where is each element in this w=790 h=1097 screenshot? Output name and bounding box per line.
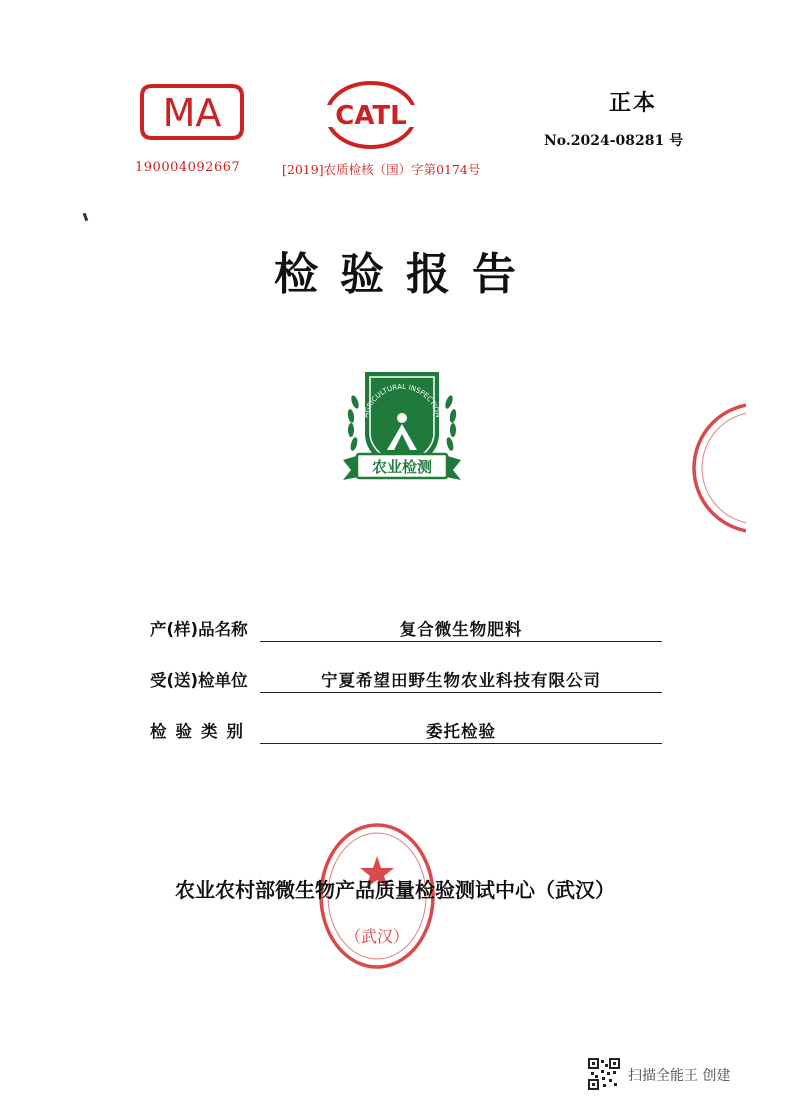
underline: [260, 692, 662, 693]
catl-accreditation-logo: [318, 78, 424, 152]
emblem-arc-text: AGRICULTURAL INSPECTION: [361, 382, 443, 419]
field-label: 检验类别: [150, 722, 252, 741]
scanner-app-name: 扫描全能王 创建: [628, 1068, 731, 1084]
report-number: No.2024-08281 号: [544, 133, 684, 149]
ma-certification-logo: [138, 82, 246, 142]
emblem-banner-text: 农业检测: [371, 458, 433, 476]
underline: [260, 743, 662, 744]
field-value: 复合微生物肥料: [399, 620, 523, 639]
qr-code-icon: [588, 1058, 620, 1090]
catl-logo-text: CATL: [335, 101, 407, 131]
ma-certificate-number: 190004092667: [135, 160, 241, 175]
field-label: 产(样)品名称: [150, 620, 248, 639]
copy-type-label: 正本: [609, 90, 658, 116]
document-title: 检验报告: [274, 249, 538, 300]
issuing-organization: 农业农村部微生物产品质量检验测试中心（武汉）: [175, 878, 615, 902]
field-value: 委托检验: [426, 722, 496, 741]
field-inspection-type: [150, 714, 662, 744]
partial-seal-right-edge: [686, 398, 746, 538]
field-submitting-unit: [150, 663, 662, 693]
field-value: 宁夏希望田野生物农业科技有限公司: [321, 671, 601, 690]
field-label: 受(送)检单位: [150, 671, 248, 690]
field-product-name: [150, 612, 662, 642]
catl-certificate-number: [2019]农质检核（国）字第0174号: [282, 162, 481, 177]
seal-center-text: （武汉）: [344, 927, 410, 946]
scan-speck: [83, 213, 89, 222]
underline: [260, 641, 662, 642]
agricultural-inspection-emblem: [337, 362, 467, 492]
ma-logo-text: MA: [162, 91, 222, 135]
